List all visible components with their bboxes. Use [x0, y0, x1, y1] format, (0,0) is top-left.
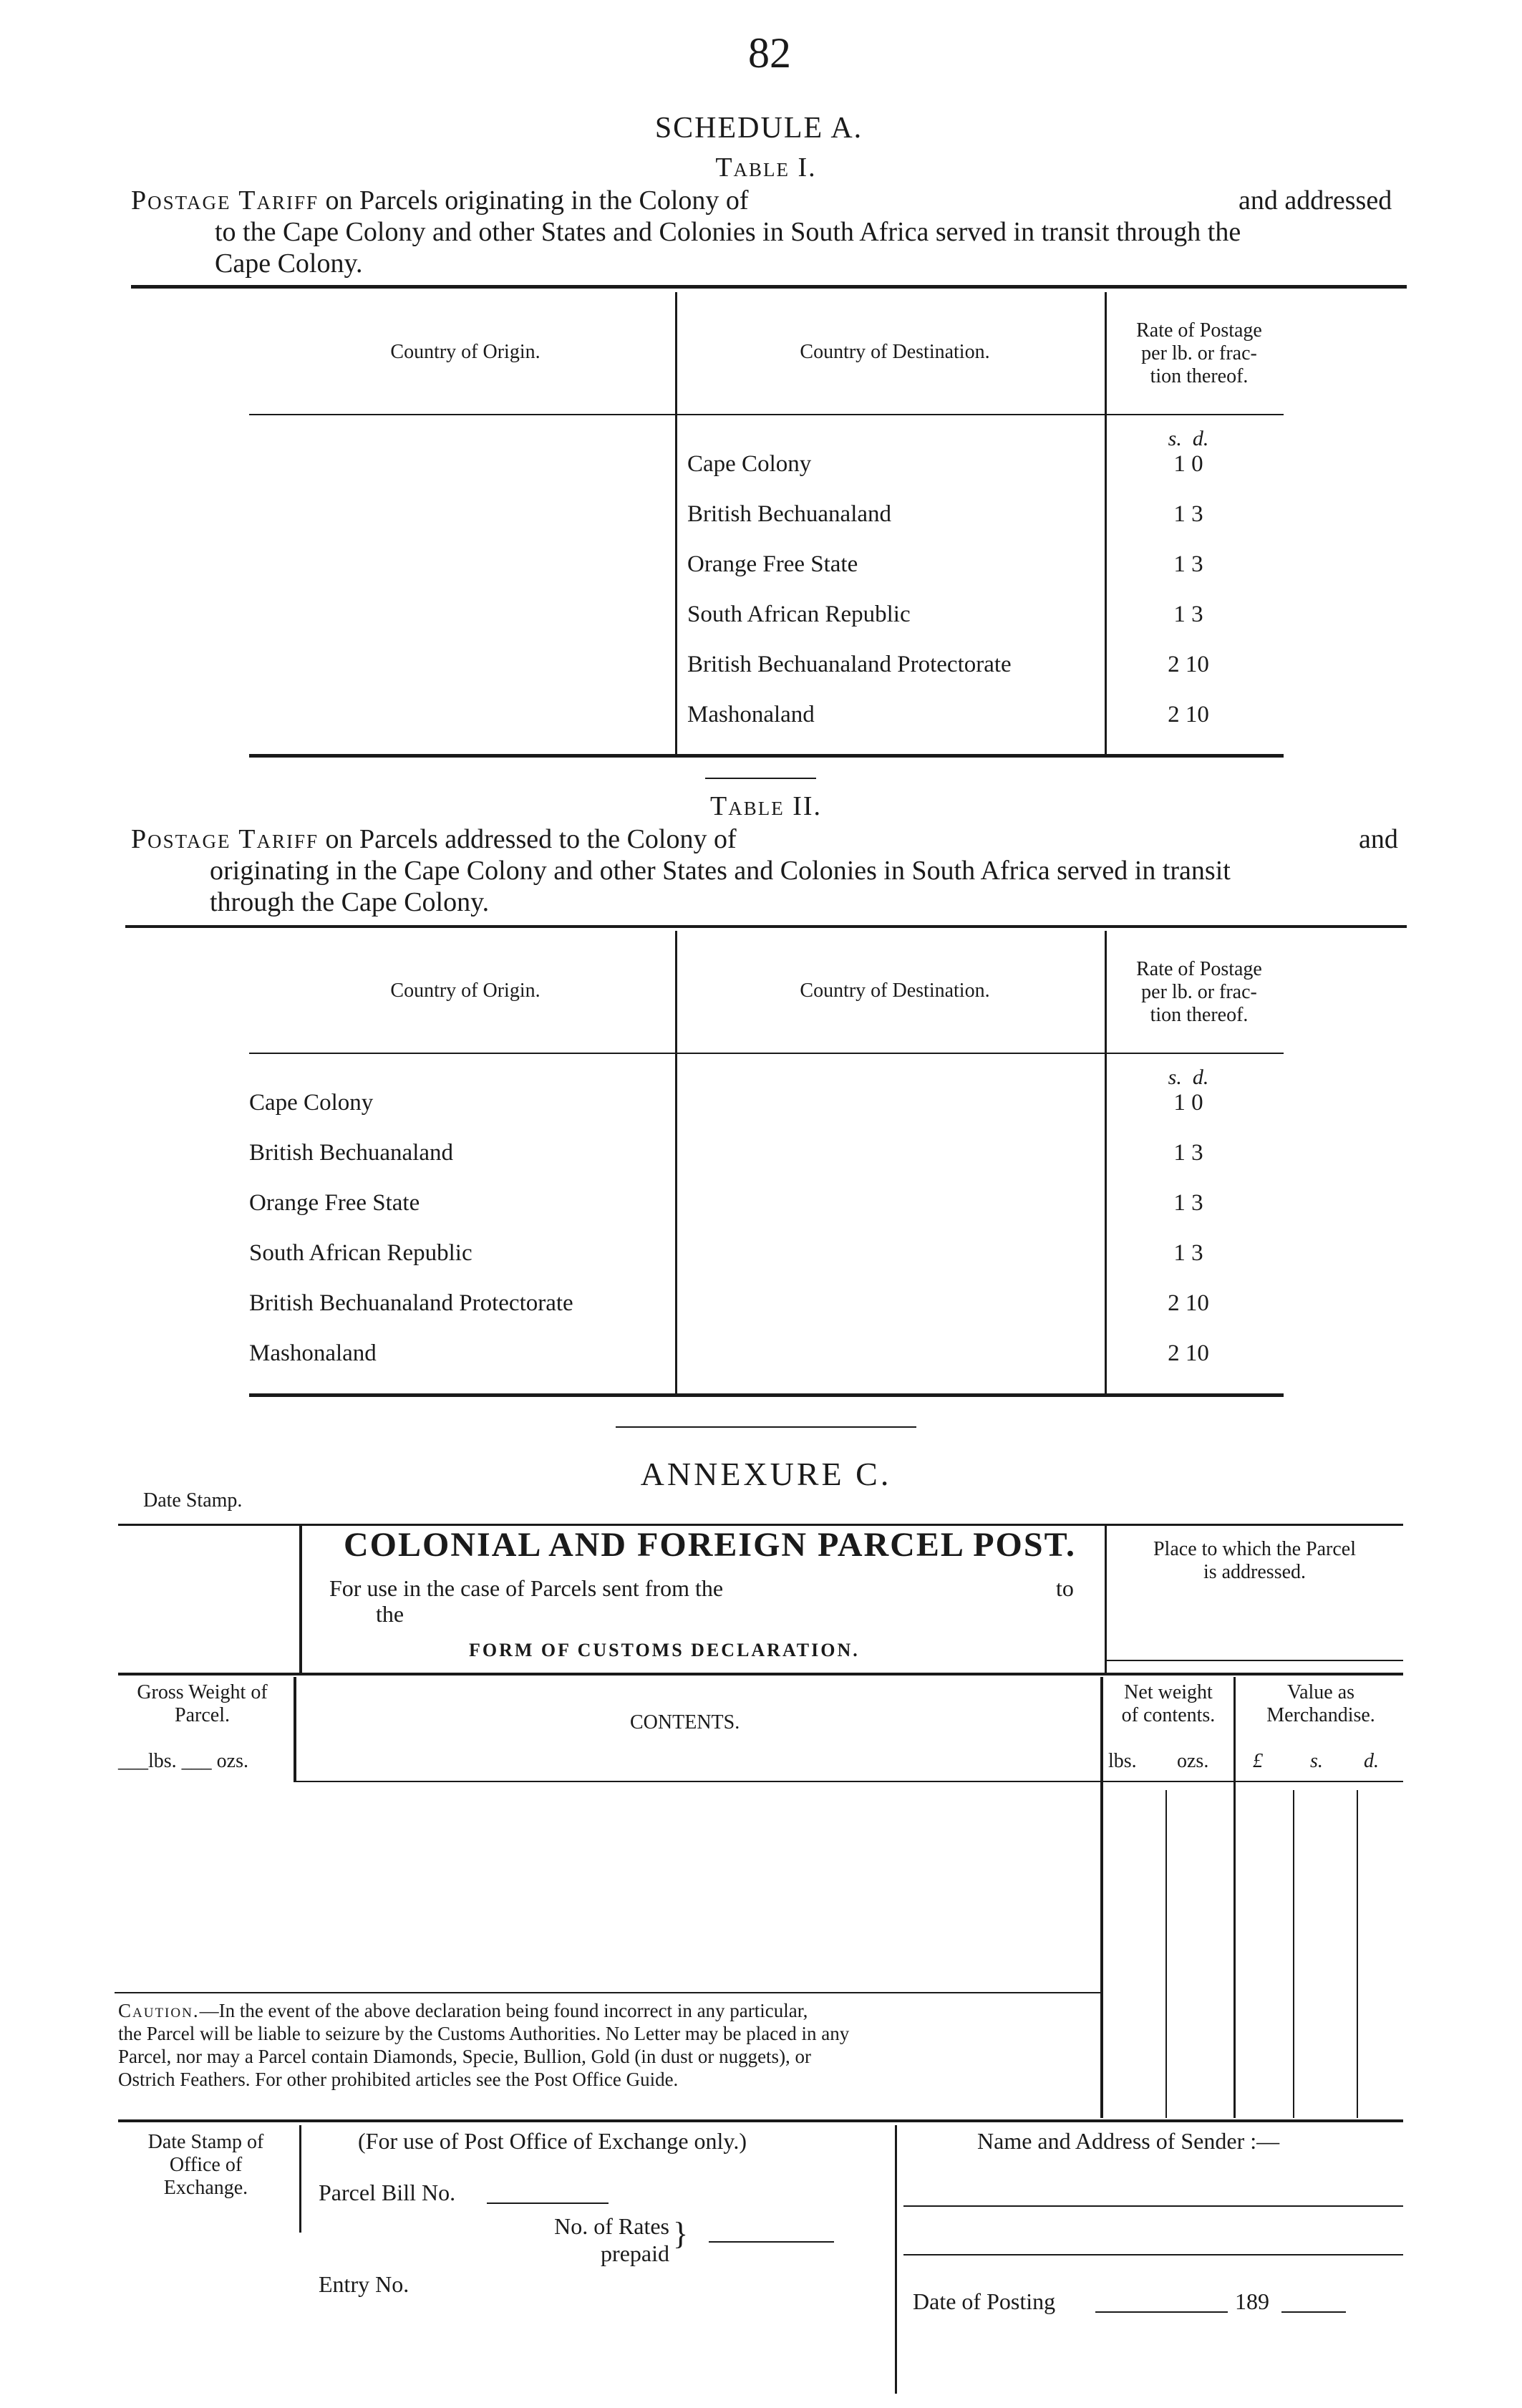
- schedule-title: SCHEDULE A.: [654, 112, 863, 145]
- annexure-title: ANNEXURE C.: [640, 1456, 892, 1492]
- contents-label: CONTENTS.: [630, 1711, 740, 1734]
- date-posting-line: [1095, 2311, 1228, 2313]
- customs-declaration-title: FORM OF CUSTOMS DECLARATION.: [469, 1640, 860, 1660]
- table2-row-rate: 2 10: [1168, 1340, 1209, 1366]
- lbs-ozs-divider: [1165, 1790, 1167, 2118]
- table2-unit-s: s.: [1168, 1065, 1182, 1089]
- table1-col-rate-line2: per lb. or frac-: [1141, 342, 1257, 364]
- netweight-value-divider: [1233, 1677, 1236, 2118]
- table1-header-rule: [249, 414, 1284, 415]
- table2-row-rate: 2 10: [1168, 1290, 1209, 1316]
- caution-text: [118, 1999, 849, 2091]
- use-line-to: to: [1056, 1575, 1074, 1601]
- contents-right-divider: [1100, 1677, 1103, 2118]
- table1-row-rate: 1 3: [1173, 601, 1203, 627]
- entry-no-label: Entry No.: [319, 2271, 409, 2297]
- table1-top-rule: [131, 285, 1407, 289]
- table2-col-divider-2: [1105, 931, 1107, 1395]
- table1-row-rate: 1 3: [1173, 501, 1203, 527]
- rates-brace-icon: }: [673, 2216, 689, 2251]
- table1-caption-end: and addressed: [1239, 185, 1392, 216]
- table2-bottom-rule: [249, 1393, 1284, 1397]
- shillings-pence-divider: [1357, 1790, 1358, 2118]
- year-label: 189: [1235, 2288, 1269, 2314]
- caution-top-rule: [115, 1992, 1102, 1993]
- value-pence-label: d.: [1364, 1750, 1379, 1772]
- pounds-shillings-divider: [1293, 1790, 1294, 2118]
- contents-header-rule: [294, 1781, 1403, 1782]
- gross-weight-label: [115, 1681, 290, 1727]
- gross-weight-divider: [294, 1677, 296, 1781]
- table1-row-rate: 1 0: [1173, 451, 1203, 477]
- table1-row-destination: Mashonaland: [687, 702, 815, 727]
- place-box-bottom: [1105, 1660, 1403, 1661]
- table2-row-origin: British Bechuanaland: [249, 1140, 454, 1166]
- table2-col-rate: [1113, 958, 1285, 1027]
- table2-top-rule: [125, 925, 1407, 928]
- table2-row-origin: South African Republic: [249, 1240, 472, 1266]
- table1-caption-line3: Cape Colony.: [215, 248, 363, 279]
- table1-unit-d: d.: [1192, 427, 1209, 450]
- net-weight-label: [1104, 1681, 1233, 1727]
- annexure-separator: [616, 1426, 916, 1428]
- table2-header-rule: [249, 1053, 1284, 1054]
- table2-caption-line1: [131, 823, 737, 855]
- table1-col-divider-1: [675, 292, 677, 756]
- table2-row-rate: 1 3: [1173, 1240, 1203, 1266]
- value-line2: Merchandise.: [1266, 1704, 1375, 1726]
- caution-line1-text: —In the event of the above declaration being found incorrect in any particular,: [199, 2000, 808, 2021]
- sender-line-2: [903, 2254, 1403, 2255]
- rates-prepaid-line: [709, 2241, 834, 2243]
- table2-row-rate: 1 0: [1173, 1090, 1203, 1116]
- table2-col-destination: Country of Destination.: [800, 980, 990, 1002]
- table1-row-destination: Cape Colony: [687, 451, 812, 477]
- table1-row-destination: British Bechuanaland Protectorate: [687, 652, 1012, 677]
- sender-label: Name and Address of Sender :—: [977, 2128, 1280, 2154]
- value-shillings-label: s.: [1310, 1750, 1323, 1772]
- table2-col-rate-line2: per lb. or frac-: [1141, 981, 1257, 1003]
- table1-row-destination: South African Republic: [687, 601, 911, 627]
- page-number: 82: [748, 29, 791, 77]
- net-ozs-label: ozs.: [1177, 1750, 1209, 1772]
- value-pounds-label: £: [1253, 1750, 1263, 1772]
- table2-unit-d: d.: [1192, 1065, 1209, 1089]
- table1-row-rate: 2 10: [1168, 652, 1209, 677]
- table1-row-rate: 2 10: [1168, 702, 1209, 727]
- table1-col-origin: Country of Origin.: [390, 341, 541, 363]
- form-right-divider: [1105, 1524, 1107, 1674]
- use-line-start: For use in the case of Parcels sent from the: [329, 1575, 724, 1601]
- parcel-bill-line: [487, 2203, 609, 2204]
- form-mid-rule: [118, 1673, 1403, 1676]
- form-left-divider: [299, 1524, 302, 1674]
- table1-col-destination: Country of Destination.: [800, 341, 990, 363]
- caution-line1: [118, 1999, 849, 2022]
- table1-caption-line1: [131, 185, 749, 216]
- table1-units: [1145, 427, 1231, 451]
- table1-caption-lead: Postage Tariff: [131, 185, 319, 216]
- caution-line2: the Parcel will be liable to seizure by the Customs Authorities. No Letter may be placed in any: [118, 2023, 850, 2044]
- caution-line3: Parcel, nor may a Parcel contain Diamonds, Specie, Bullion, Gold (in dust or nuggets), or: [118, 2046, 812, 2067]
- rates-prepaid-line2: prepaid: [601, 2240, 669, 2266]
- gross-weight-line1: Gross Weight of: [137, 1681, 268, 1703]
- net-weight-line1: Net weight: [1124, 1681, 1213, 1703]
- table2-caption-end: and: [1359, 824, 1398, 854]
- place-addressed-line2: is addressed.: [1203, 1561, 1307, 1583]
- exchange-use-label: (For use of Post Office of Exchange only.): [358, 2128, 747, 2154]
- table1-col-rate-line3: tion thereof.: [1150, 365, 1249, 387]
- parcel-bill-label: Parcel Bill No.: [319, 2180, 456, 2205]
- place-addressed-line1: Place to which the Parcel: [1153, 1538, 1356, 1560]
- table2-row-origin: Mashonaland: [249, 1340, 377, 1366]
- exchange-stamp-line2: Office of: [169, 2154, 243, 2176]
- value-label: [1239, 1681, 1403, 1727]
- sender-line-1: [903, 2205, 1403, 2207]
- gross-weight-units: ___lbs. ___ ozs.: [118, 1750, 248, 1772]
- table1-row-destination: British Bechuanaland: [687, 501, 892, 527]
- table1-col-rate: [1113, 319, 1285, 388]
- table1-title: Table I.: [715, 153, 817, 183]
- table2-units: [1145, 1065, 1231, 1090]
- table2-caption-text: on Parcels addressed to the Colony of: [325, 824, 737, 854]
- table2-row-origin: British Bechuanaland Protectorate: [249, 1290, 573, 1316]
- year-line: [1281, 2311, 1346, 2313]
- table2-col-origin: Country of Origin.: [390, 980, 541, 1002]
- exchange-stamp-divider: [299, 2125, 301, 2233]
- table2-col-divider-1: [675, 931, 677, 1395]
- exchange-stamp-line3: Exchange.: [163, 2177, 248, 2199]
- use-line-the: the: [376, 1601, 404, 1627]
- table1-unit-s: s.: [1168, 427, 1182, 450]
- net-weight-line2: of contents.: [1121, 1704, 1216, 1726]
- table1-caption-text: on Parcels originating in the Colony of: [325, 185, 749, 216]
- form-title: COLONIAL AND FOREIGN PARCEL POST.: [344, 1526, 1077, 1564]
- rates-prepaid-line1: No. of Rates: [554, 2213, 669, 2239]
- table2-row-rate: 1 3: [1173, 1190, 1203, 1216]
- table2-row-origin: Orange Free State: [249, 1190, 420, 1216]
- table2-col-rate-line3: tion thereof.: [1150, 1004, 1249, 1026]
- bottom-section-rule: [118, 2119, 1403, 2122]
- table1-row-destination: Orange Free State: [687, 551, 858, 577]
- net-lbs-label: lbs.: [1108, 1750, 1137, 1772]
- exchange-stamp-label: [118, 2131, 294, 2200]
- table1-row-rate: 1 3: [1173, 551, 1203, 577]
- table2-title: Table II.: [709, 791, 822, 821]
- rates-prepaid-label: [530, 2213, 669, 2267]
- table2-caption-line2: originating in the Cape Colony and other States and Colonies in South Africa served in transit: [210, 856, 1231, 886]
- table2-caption-lead: Postage Tariff: [131, 824, 319, 854]
- date-posting-label: Date of Posting: [913, 2288, 1056, 2314]
- table1-col-divider-2: [1105, 292, 1107, 756]
- sender-divider: [895, 2125, 897, 2394]
- caution-lead: Caution.: [118, 2000, 200, 2021]
- date-stamp-label: Date Stamp.: [143, 1489, 243, 1512]
- place-addressed-label: [1117, 1538, 1392, 1584]
- table2-col-rate-line1: Rate of Postage: [1136, 958, 1262, 980]
- value-line1: Value as: [1286, 1681, 1355, 1703]
- table1-bottom-rule: [249, 754, 1284, 758]
- table2-row-origin: Cape Colony: [249, 1090, 374, 1116]
- table2-caption-line3: through the Cape Colony.: [210, 887, 490, 917]
- caution-line4: Ostrich Feathers. For other prohibited articles see the Post Office Guide.: [118, 2069, 679, 2090]
- table2-separator: [705, 778, 816, 779]
- table1-caption-line2: to the Cape Colony and other States and Colonies in South Africa served in transit through the: [215, 217, 1241, 247]
- table1-col-rate-line1: Rate of Postage: [1136, 319, 1262, 342]
- gross-weight-line2: Parcel.: [175, 1704, 230, 1726]
- exchange-stamp-line1: Date Stamp of: [147, 2131, 264, 2153]
- table2-row-rate: 1 3: [1173, 1140, 1203, 1166]
